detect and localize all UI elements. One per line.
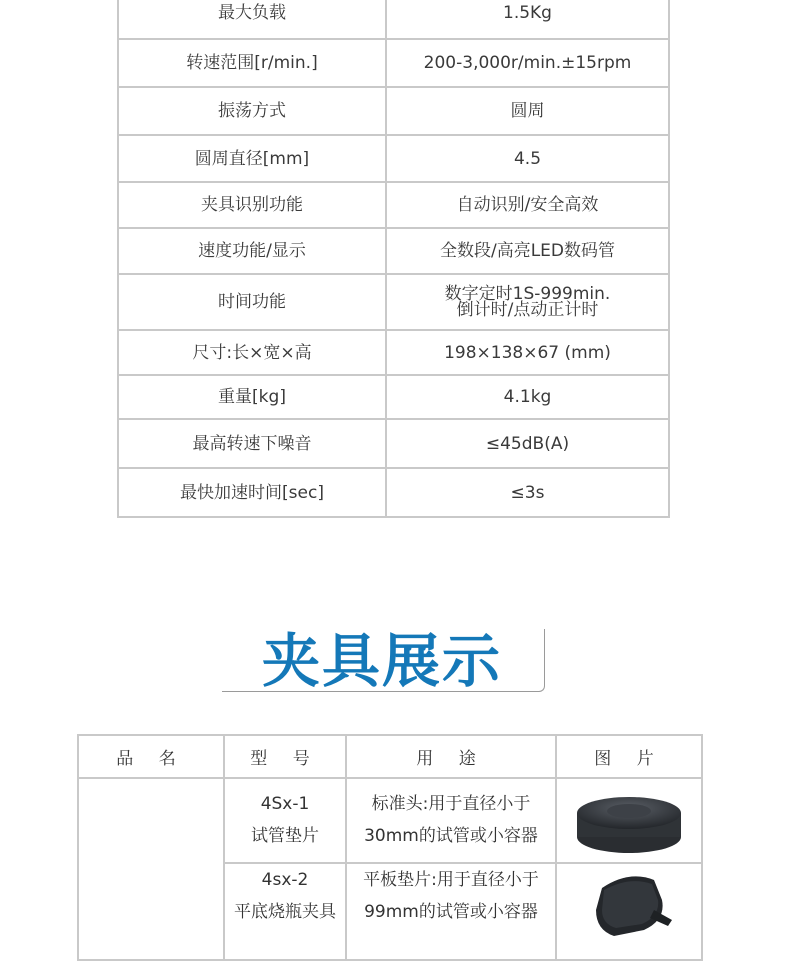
usage-cell bbox=[346, 778, 556, 863]
spec-row bbox=[118, 375, 669, 419]
spec-label: 振荡方式 bbox=[118, 87, 386, 135]
spec-row bbox=[118, 39, 669, 87]
model-cell bbox=[224, 778, 346, 863]
spec-label: 夹具识别功能 bbox=[118, 182, 386, 228]
spec-label: 圆周直径[mm] bbox=[118, 135, 386, 182]
spec-label: 速度功能/显示 bbox=[118, 228, 386, 274]
fixture-header-row bbox=[78, 735, 702, 778]
spec-value: 4.1kg bbox=[386, 375, 669, 419]
spec-row bbox=[118, 228, 669, 274]
spec-label: 最大负载 bbox=[118, 0, 386, 39]
fixture-row bbox=[78, 778, 702, 863]
spec-row bbox=[118, 468, 669, 517]
spec-label: 时间功能 bbox=[118, 274, 386, 330]
spec-value: 1.5Kg bbox=[386, 0, 669, 39]
spec-table bbox=[117, 0, 670, 518]
spec-value-line: 倒计时/点动正计时 bbox=[456, 300, 599, 320]
spec-value: 圆周 bbox=[386, 87, 669, 135]
flat-pad-photo bbox=[574, 870, 684, 940]
model-name: 平底烧瓶夹具 bbox=[234, 901, 336, 922]
usage-line: 平板垫片:用于直径小于 bbox=[363, 869, 539, 890]
spec-value: 自动识别/安全高效 bbox=[386, 182, 669, 228]
spec-value: 200-3,000r/min.±15rpm bbox=[386, 39, 669, 87]
usage-line: 标准头:用于直径小于 bbox=[371, 794, 531, 815]
usage-line: 30mm的试管或小容器 bbox=[364, 826, 538, 847]
spec-label: 最高转速下噪音 bbox=[118, 419, 386, 468]
usage-cell bbox=[346, 863, 556, 960]
header-picture: 图 片 bbox=[556, 735, 702, 778]
model-cell bbox=[224, 863, 346, 960]
spec-value: ≤45dB(A) bbox=[386, 419, 669, 468]
spec-value: ≤3s bbox=[386, 468, 669, 517]
picture-cell bbox=[556, 863, 702, 960]
section-title: 夹具展示 bbox=[262, 627, 503, 695]
spec-row bbox=[118, 330, 669, 375]
header-model: 型 号 bbox=[224, 735, 346, 778]
header-usage: 用 途 bbox=[346, 735, 556, 778]
spec-value: 全数段/高亮LED数码管 bbox=[386, 228, 669, 274]
spec-value-line: 数字定时1S-999min. bbox=[444, 284, 611, 304]
spec-value: 4.5 bbox=[386, 135, 669, 182]
spec-value-multiline bbox=[386, 274, 669, 330]
product-name-cell bbox=[78, 778, 224, 960]
model-code: 4Sx-1 bbox=[260, 794, 310, 815]
round-pad-photo bbox=[574, 785, 684, 855]
model-name: 试管垫片 bbox=[251, 826, 319, 847]
spec-label: 转速范围[r/min.] bbox=[118, 39, 386, 87]
spec-row bbox=[118, 87, 669, 135]
spec-row bbox=[118, 135, 669, 182]
spec-row bbox=[118, 182, 669, 228]
spec-label: 重量[kg] bbox=[118, 375, 386, 419]
spec-label: 尺寸:长×宽×高 bbox=[118, 330, 386, 375]
header-product-name: 品 名 bbox=[78, 735, 224, 778]
model-code: 4sx-2 bbox=[261, 869, 309, 890]
usage-line: 99mm的试管或小容器 bbox=[364, 901, 538, 922]
spec-label: 最快加速时间[sec] bbox=[118, 468, 386, 517]
picture-cell bbox=[556, 778, 702, 863]
spec-value: 198×138×67 (mm) bbox=[386, 330, 669, 375]
spec-row bbox=[118, 274, 669, 330]
spec-row bbox=[118, 419, 669, 468]
spec-row bbox=[118, 0, 669, 39]
fixture-table bbox=[77, 734, 703, 961]
